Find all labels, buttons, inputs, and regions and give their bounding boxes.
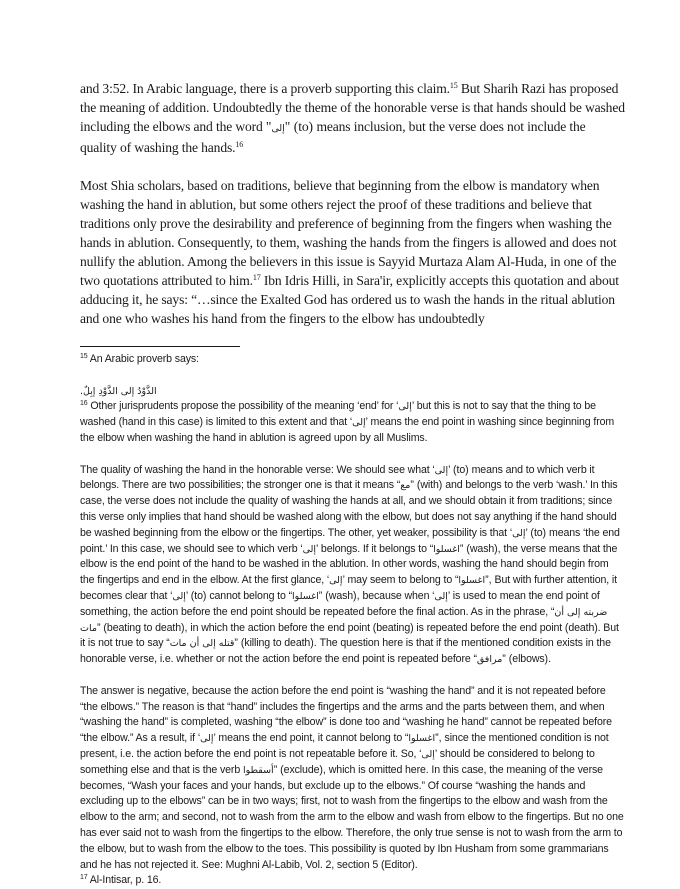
document-page [80, 79, 625, 889]
arabic-word: اغسلوا [433, 543, 460, 555]
arabic-word: إلى [302, 543, 317, 555]
text-run: . [80, 384, 83, 397]
footnote-17 [80, 873, 625, 889]
text-run: ”, since the mentioned condition is not present, i.e. the action before the end point is not repeatable before it. So, ‘ [80, 732, 609, 760]
text-run: ” (exclude), which is omitted here. In this case, the meaning of the verse becomes, “Wash your faces and your hands, but exclude up to the elbows.” Of course “washing the hands and excluding up to the elbows” can be in two ways; first, not to wash from the fingertips to the elbow and wash from the elbow to the arm; and second, not to wash from the arm to the elbow and wash from elbow to the fingertips. But no one has ever said not to wash from the fingertips to the elbow. Therefore, the only true sense is not to wash from the arm to the elbow, but to wash from the elbow to the toes. This possibility is quoted by Ibn Husham from some grammarians and he has not rejected it. See: Mughni Al-Labib, Vol. 2, section 5 (Editor). [80, 763, 624, 871]
footnote-15-arabic [80, 384, 625, 400]
text-run: ” (with) and belongs to the verb ‘wash.’ In this case, the verse does not include the quality of washing the hands at all, and we should obtain it from traditions; since this verse only implies that hand should be washed along with the elbow, but does not say anything if the hand should be washed beginning from the elbow or the fingertips. The other, yet weaker, possibility is that ‘ [80, 479, 618, 539]
text-run: ’ belongs. If it belongs to “ [316, 542, 434, 555]
arabic-word: إلى [398, 401, 412, 413]
arabic-word: إلى [352, 417, 366, 429]
arabic-word: إلى [271, 123, 285, 134]
text-run: Ibn Idris Hilli, in Sara'ir, explicitly accepts this quotation and about adducing it, he says: “…since the Exalted God has ordered us to wash the hands in the ritual ablution and one who washes his hand from the fingers to the elbow has undoubtedly [80, 273, 619, 326]
text-run: ’ (to) cannot belong to “ [185, 589, 293, 602]
text-run: ’ but this is not to say that the thing to be washed (hand in this case) is limited to this extent and that ‘ [80, 400, 596, 429]
text-run: The answer is negative, because the action before the end point is “washing the hand” and it is not repeated before “the elbows.” The reason is that “hand” includes the fingertips and the arms and the parts between them, and when “washing the hand” is completed, washing “the elbow” is done too and “washing he hand” cannot be repeated before “the elbow.” As a result, if ‘ [80, 684, 612, 745]
arabic-word: اغسلوا [408, 733, 436, 745]
text-run: Al-Intisar, p. 16. [87, 874, 162, 887]
arabic-phrase: ضربته إلى أن مات [80, 606, 608, 634]
footnote-number: 17 [80, 874, 88, 882]
footnote-16-paragraph-3 [80, 684, 625, 874]
footnote-separator [80, 346, 240, 347]
main-body-text [80, 79, 625, 328]
text-run: ” (killing to death). The question here is that if the mentioned condition exists in the honorable verse, i.e. whether or not the action before the end point is repeated before “ [80, 637, 611, 666]
arabic-word: إلى [329, 575, 343, 587]
footnote-number: 15 [80, 353, 88, 360]
paragraph-2 [80, 176, 625, 328]
arabic-word: إلى [421, 748, 435, 760]
paragraph-1 [80, 79, 625, 157]
footnote-ref-15[interactable]: 15 [449, 81, 458, 90]
text-run: ” (beating to death), in which the action before the end point (beating) is repeated before the end point (death). But it is not true to say “ [80, 621, 619, 650]
text-run: ’ means the end point, it cannot belong to “ [213, 732, 409, 745]
arabic-phrase: قتله إلى أن مات [169, 638, 235, 650]
arabic-word: إلى [200, 733, 214, 745]
footnote-16 [80, 399, 625, 446]
arabic-word: اغسلوا [292, 590, 319, 602]
arabic-word: إلى [172, 590, 186, 602]
arabic-word: إلى [512, 527, 526, 539]
text-run: ”, But with further attention, it becomes clear that ‘ [80, 574, 617, 602]
text-run: ’ means the end point in washing since beginning from the elbow when washing the hand in ablution is agreed upon by all Muslims. [80, 416, 615, 444]
text-run: ” (wash), because when ‘ [318, 589, 435, 602]
text-run: The quality of washing the hand in the honorable verse: We should see what ‘ [80, 463, 435, 476]
text-run: Most Shia scholars, based on traditions, believe that beginning from the elbow is mandatory when washing the hand in ablution, but some others reject the proof of these traditions and believe that traditions only prove the desirability and preference of beginning from the fingers when washing the hands in ablution. Consequently, to them, washing the hands from the fingers is allowed and does not nullify the ablution. Among the believers in this issue is Sayyid Murtaza Alam Al-Huda, in one of the two quotations attributed to him. [80, 178, 617, 288]
text-run: ’ should be considered to belong to something else and that is the verb [80, 747, 595, 776]
arabic-word: مرافق [476, 654, 503, 666]
text-run: ” (elbows). [502, 653, 552, 666]
text-run: and 3:52. In Arabic language, there is a proverb supporting this claim. [80, 81, 450, 96]
text-run: An Arabic proverb says: [87, 353, 199, 365]
arabic-word: أسقطوا [242, 764, 274, 776]
arabic-word: مع [400, 480, 411, 492]
footnote-ref-17[interactable]: 17 [252, 273, 261, 282]
footnote-number: 16 [80, 400, 88, 408]
footnote-ref-16[interactable]: 16 [235, 140, 244, 149]
footnote-15 [80, 352, 625, 368]
arabic-word: إلى [434, 590, 448, 602]
text-run: " (to) means inclusion, but the verse does not include the quality of washing the hands. [80, 119, 586, 155]
text-run: Other jurisprudents propose the possibility of the meaning ‘end’ for ‘ [87, 400, 399, 413]
footnotes-section [80, 352, 625, 889]
text-run: ” (wash), the verse means that the elbow is the end point of the hand to be washed in the ablution. In other words, washing the hand should begin from the fingertips and end in the elbow. At the first glance, ‘ [80, 542, 618, 587]
arabic-word: اغسلوا [458, 575, 486, 587]
text-run: But Sharih Razi has proposed the meaning of addition. Undoubtedly the theme of the honorable verse is that hands should be washed including the elbows and the word " [80, 81, 625, 134]
text-run: ’ may seem to belong to “ [342, 574, 459, 587]
footnote-16-paragraph-2 [80, 463, 625, 668]
arabic-word: إلى [434, 464, 449, 476]
text-run: ’ (to) means ‘the end point.’ In this case, we should see to which verb ‘ [80, 526, 620, 555]
arabic-proverb: الذَّوْدُ إلى الذَّوْدِ إبِلٌ [82, 385, 157, 397]
text-run: ’ is used to mean the end point of something, the action before the end point should be repeated before the final action. As in the phrase, “ [80, 589, 600, 618]
text-run: ’ (to) means and to which verb it belongs. There are two possibilities; the stronger one is that it means “ [80, 463, 595, 492]
